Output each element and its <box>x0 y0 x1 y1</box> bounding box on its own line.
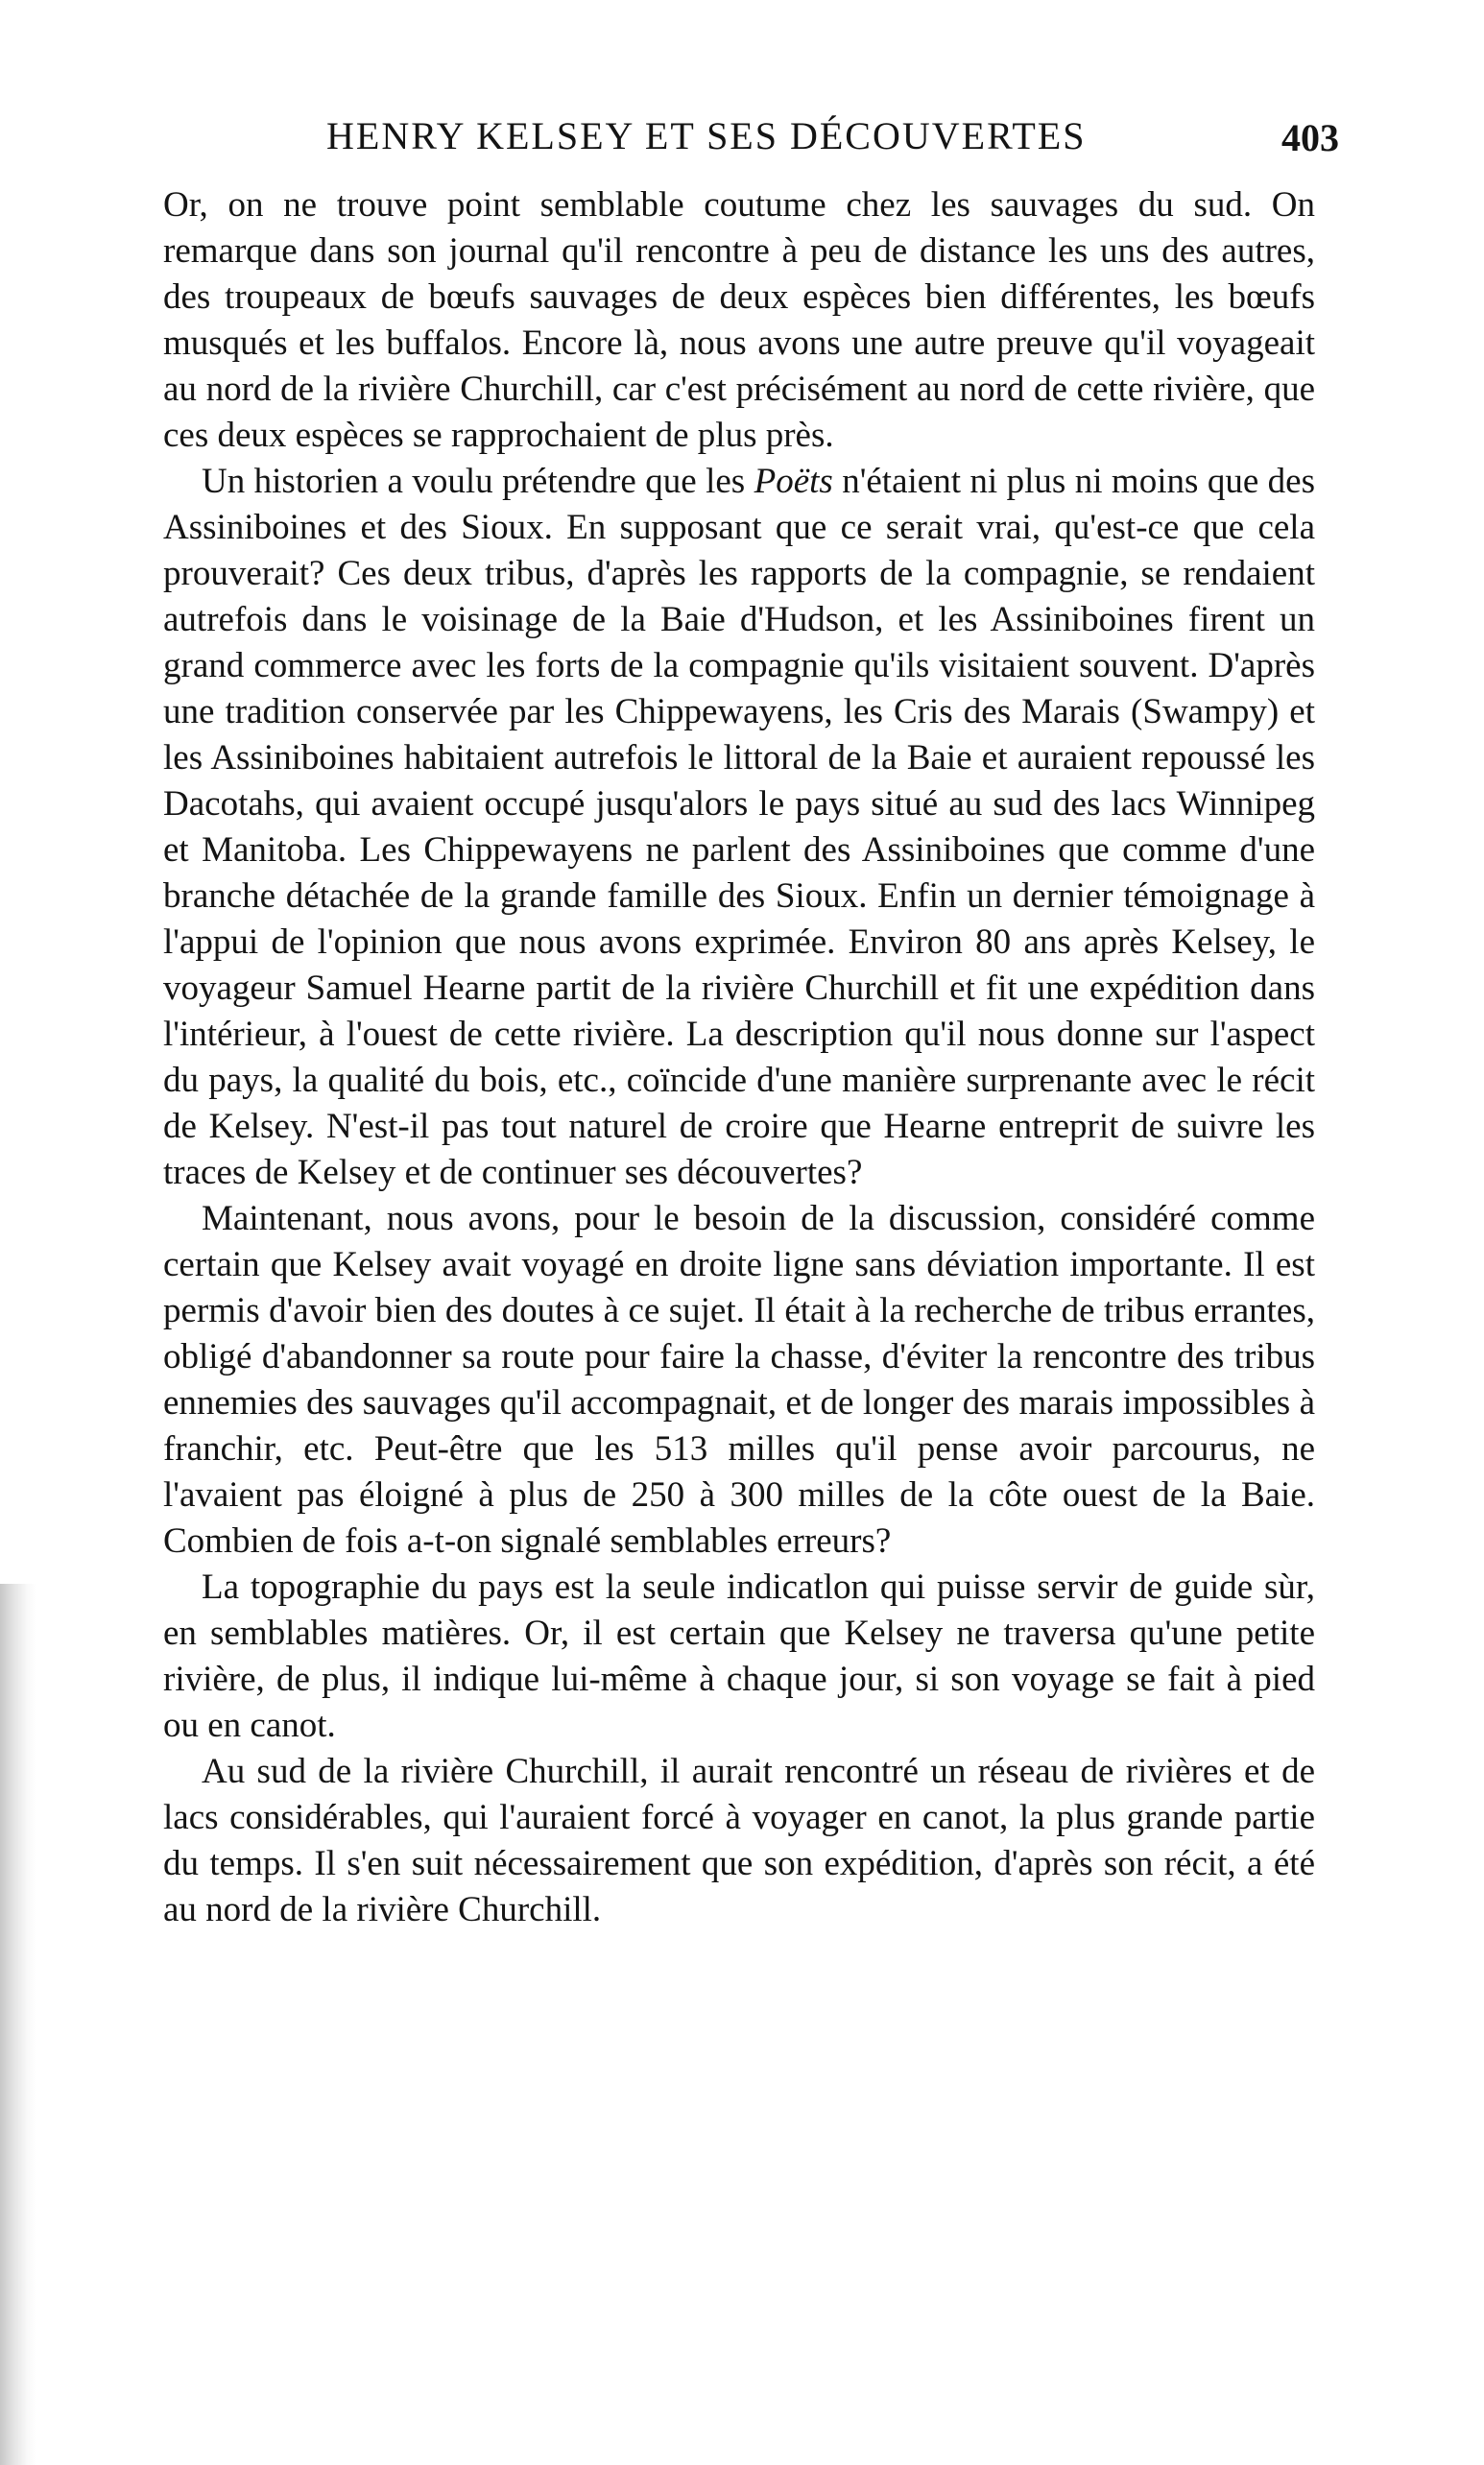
body-text <box>163 182 1315 1933</box>
paragraph-3: Maintenant, nous avons, pour le besoin de la discussion, considéré comme certain que Kelsey avait voyagé en droite ligne sans déviation importante. Il est permis d'avoir bien des doutes à ce sujet. Il était à la recherche de tribus errantes, obligé d'abandonner sa route pour faire la chasse, d'éviter la rencontre des tribus ennemies des sauvages qu'il accompagnait, et de longer des marais impossibles à franchir, etc. Peut-être que les 513 milles qu'il pense avoir parcourus, ne l'avaient pas éloigné à plus de 250 à 300 milles de la côte ouest de la Baie. Combien de fois a-t-on signalé semblables erreurs? <box>163 1199 1315 1561</box>
paragraph-2-rest: n'étaient ni plus ni moins que des Assiniboines et des Sioux. En supposant que ce serait vrai, qu'est-ce que cela prouverait? Ces deux tribus, d'après les rapports de la compagnie, se rendaient autrefois dans le voisinage de la Baie d'Hudson, et les Assiniboines firent un grand commerce avec les forts de la compagnie qu'ils visitaient souvent. D'après une tradition conservée par les Chippewayens, les Cris des Marais (Swampy) et les Assiniboines habitaient autrefois le littoral de la Baie et auraient repoussé les Dacotahs, qui avaient occupé jusqu'alors le pays situé au sud des lacs Winnipeg et Manitoba. Les Chippewayens ne parlent des Assiniboines que comme d'une branche détachée de la grande famille des Sioux. Enfin un dernier témoignage à l'appui de l'opinion que nous avons exprimée. Environ 80 ans après Kelsey, le voyageur Samuel Hearne partit de la rivière Churchill et fit une expédition dans l'intérieur, à l'ouest de cette rivière. La description qu'il nous donne sur l'aspect du pays, la qualité du bois, etc., coïncide d'une manière surprenante avec le récit de Kelsey. N'est-il pas tout naturel de croire que Hearne entreprit de suivre les traces de Kelsey et de continuer ses découvertes? <box>163 462 1315 1192</box>
paragraph-5: Au sud de la rivière Churchill, il aurait rencontré un réseau de rivières et de lacs considérables, qui l'auraient forcé à voyager en canot, la plus grande partie du temps. Il s'en suit nécessairement que son expédition, d'après son récit, a été au nord de la rivière Churchill. <box>163 1752 1315 1929</box>
page-edge-shadow <box>0 1584 36 2465</box>
paragraph-4: La topographie du pays est la seule indicatlon qui puisse servir de guide sùr, en semblables matières. Or, il est certain que Kelsey ne traversa qu'une petite rivière, de plus, il indique lui-même à chaque jour, si son voyage se fait à pied ou en canot. <box>163 1568 1315 1745</box>
paragraph-2 <box>163 459 1315 1196</box>
page-number: 403 <box>1281 116 1339 159</box>
paragraph-2-italic-term: Poëts <box>754 462 833 501</box>
paragraph-1: Or, on ne trouve point semblable coutume chez les sauvages du sud. On remarque dans son journal qu'il rencontre à peu de distance les uns des autres, des troupeaux de bœufs sauvages de deux espèces bien différentes, les bœufs musqués et les buffalos. Encore là, nous avons une autre preuve qu'il voyageait au nord de la rivière Churchill, car c'est précisément au nord de cette rivière, que ces deux espèces se rapprochaient de plus près. <box>163 185 1315 455</box>
paragraph-2-start: Un historien a voulu prétendre que les <box>202 462 754 501</box>
page-header <box>163 113 1339 171</box>
running-title: HENRY KELSEY ET SES DÉCOUVERTES <box>326 114 1087 157</box>
